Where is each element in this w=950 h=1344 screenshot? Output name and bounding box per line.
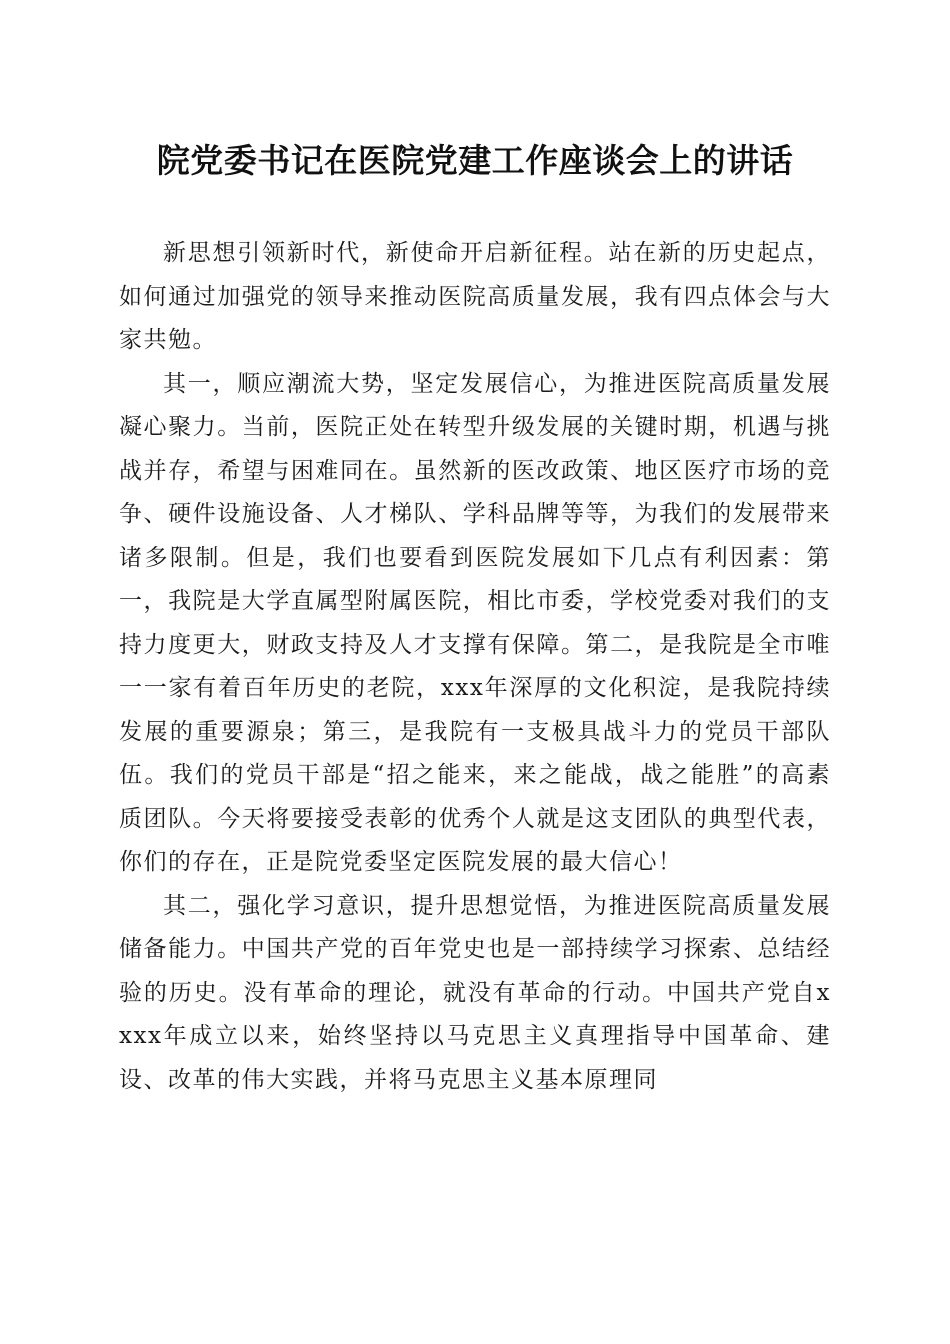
paragraph-point-one: 其一，顺应潮流大势，坚定发展信心，为推进医院高质量发展凝心聚力。当前，医院正处在转型升级发展的关键时期，机遇与挑战并存，希望与困难同在。虽然新的医改政策、地区医疗市场的竞争、硬件设施设备、人才梯队、学科品牌等等，为我们的发展带来诸多限制。但是，我们也要看到医院发展如下几点有利因素：第一，我院是大学直属型附属医院，相比市委，学校党委对我们的支持力度更大，财政支持及人才支撑有保障。第二，是我院是全市唯一一家有着百年历史的老院，xxx年深厚的文化积淀，是我院持续发展的重要源泉；第三，是我院有一支极具战斗力的党员干部队伍。我们的党员干部是“招之能来，来之能战，战之能胜”的高素质团队。今天将要接受表彰的优秀个人就是这支团队的典型代表，你们的存在，正是院党委坚定医院发展的最大信心！ (119, 370, 831, 875)
document-title: 院党委书记在医院党建工作座谈会上的讲话 (156, 141, 794, 180)
paragraph-point-two: 其二，强化学习意识，提升思想觉悟，为推进医院高质量发展储备能力。中国共产党的百年党史也是一部持续学习探索、总结经验的历史。没有革命的理论，就没有革命的行动。中国共产党自xxxx年成立以来，始终坚持以马克思主义真理指导中国革命、建设、改革的伟大实践，并将马克思主义基本原理同 (119, 892, 831, 1093)
paragraph-intro: 新思想引领新时代，新使命开启新征程。站在新的历史起点，如何通过加强党的领导来推动医院高质量发展，我有四点体会与大家共勉。 (119, 240, 831, 353)
document-body (119, 232, 831, 1102)
